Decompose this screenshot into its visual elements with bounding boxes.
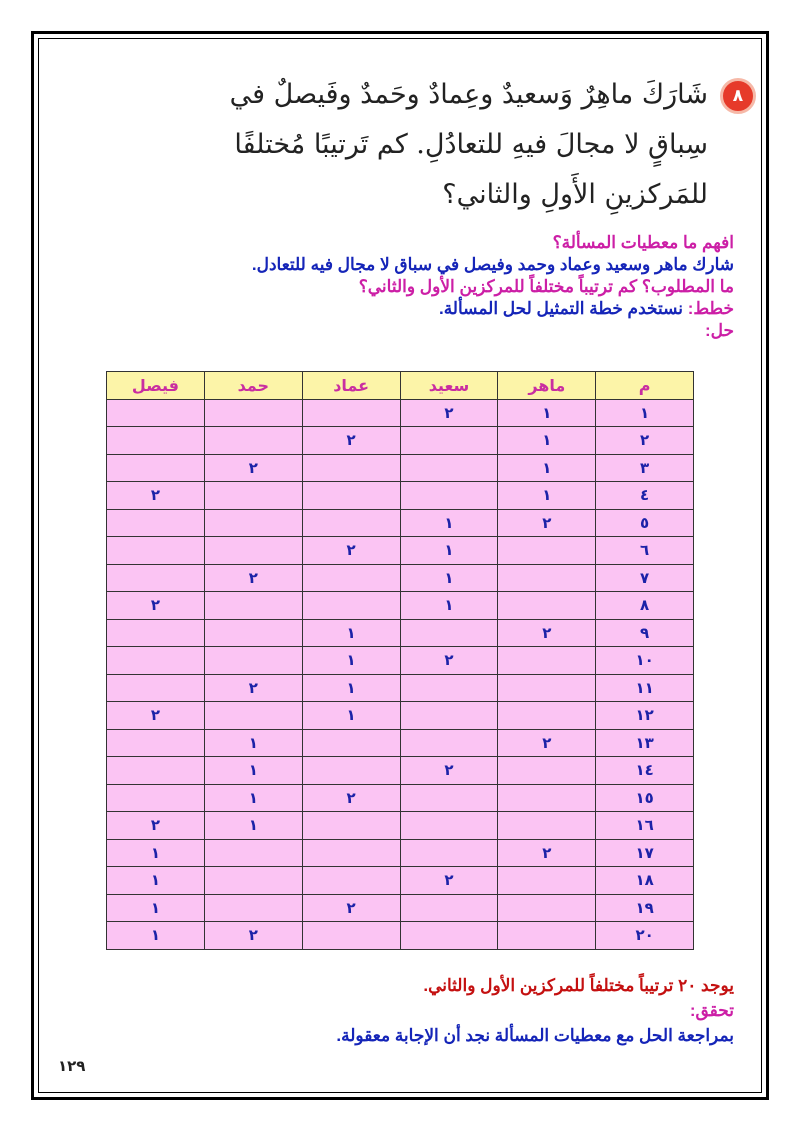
rank-cell: ٢ <box>498 619 596 647</box>
row-index-cell: ١٠ <box>596 647 694 675</box>
table-row <box>107 812 694 840</box>
table-header-cell: سعيد <box>400 372 498 400</box>
row-index-cell: ١٤ <box>596 757 694 785</box>
rank-cell <box>498 674 596 702</box>
arrangements-table <box>106 371 694 950</box>
plan-label: خطط: <box>687 299 734 318</box>
required-text: ما المطلوب؟ كم ترتيباً مختلفاً للمركزين الأول والثاني؟ <box>358 277 734 296</box>
rank-cell <box>498 894 596 922</box>
rank-cell <box>400 674 498 702</box>
table-header-cell: عماد <box>302 372 400 400</box>
rank-cell <box>498 702 596 730</box>
rank-cell <box>204 509 302 537</box>
rank-cell <box>107 564 205 592</box>
rank-cell <box>498 592 596 620</box>
rank-cell <box>400 427 498 455</box>
rank-cell: ١ <box>302 647 400 675</box>
rank-cell <box>302 399 400 427</box>
row-index-cell: ٧ <box>596 564 694 592</box>
rank-cell: ١ <box>204 784 302 812</box>
conclusion <box>94 973 734 1048</box>
row-index-cell: ٩ <box>596 619 694 647</box>
rank-cell: ٢ <box>302 784 400 812</box>
row-index-cell: ٢٠ <box>596 922 694 950</box>
rank-cell: ٢ <box>400 867 498 895</box>
plan-text: نستخدم خطة التمثيل لحل المسألة. <box>438 299 683 318</box>
rank-cell <box>400 482 498 510</box>
rank-cell <box>107 757 205 785</box>
result-text: يوجد ٢٠ ترتيباً مختلفاً للمركزين الأول والثاني. <box>423 976 734 995</box>
rank-cell <box>302 509 400 537</box>
table-header-cell: م <box>596 372 694 400</box>
row-index-cell: ٨ <box>596 592 694 620</box>
table-row <box>107 784 694 812</box>
rank-cell <box>498 757 596 785</box>
rank-cell <box>204 427 302 455</box>
rank-cell <box>498 647 596 675</box>
rank-cell <box>107 537 205 565</box>
rank-cell <box>302 922 400 950</box>
rank-cell <box>204 894 302 922</box>
rank-cell <box>400 894 498 922</box>
row-index-cell: ١٩ <box>596 894 694 922</box>
rank-cell: ٢ <box>204 454 302 482</box>
rank-cell <box>498 564 596 592</box>
rank-cell <box>302 839 400 867</box>
plan-line <box>94 298 734 320</box>
table-row <box>107 482 694 510</box>
table-row <box>107 564 694 592</box>
rank-cell <box>498 537 596 565</box>
table-header-cell: ماهر <box>498 372 596 400</box>
rank-cell: ٢ <box>498 839 596 867</box>
table-row <box>107 427 694 455</box>
rank-cell <box>302 729 400 757</box>
rank-cell: ٢ <box>400 399 498 427</box>
table-header-cell: فيصل <box>107 372 205 400</box>
row-index-cell: ٤ <box>596 482 694 510</box>
table-row <box>107 537 694 565</box>
rank-cell: ٢ <box>204 564 302 592</box>
rank-cell: ١ <box>498 454 596 482</box>
rank-cell <box>302 812 400 840</box>
table-row <box>107 702 694 730</box>
solution-steps <box>94 232 734 342</box>
rank-cell <box>400 812 498 840</box>
rank-cell <box>400 454 498 482</box>
rank-cell: ١ <box>107 894 205 922</box>
rank-cell: ٢ <box>204 922 302 950</box>
rank-cell <box>302 564 400 592</box>
rank-cell <box>204 647 302 675</box>
rank-cell: ١ <box>302 674 400 702</box>
rank-cell <box>204 537 302 565</box>
rank-cell: ٢ <box>498 729 596 757</box>
rank-cell <box>107 509 205 537</box>
rank-cell <box>204 399 302 427</box>
rank-cell: ٢ <box>107 812 205 840</box>
row-index-cell: ١٦ <box>596 812 694 840</box>
rank-cell: ١ <box>400 592 498 620</box>
rank-cell <box>107 427 205 455</box>
table-row <box>107 454 694 482</box>
rank-cell: ٢ <box>107 702 205 730</box>
check-text: بمراجعة الحل مع معطيات المسألة نجد أن الإجابة معقولة. <box>336 1026 734 1045</box>
table-header-cell: حمد <box>204 372 302 400</box>
rank-cell <box>204 839 302 867</box>
table-row <box>107 894 694 922</box>
rank-cell <box>107 729 205 757</box>
rank-cell: ٢ <box>498 509 596 537</box>
table-body <box>107 399 694 949</box>
rank-cell <box>400 729 498 757</box>
row-index-cell: ٦ <box>596 537 694 565</box>
rank-cell: ١ <box>400 564 498 592</box>
rank-cell: ٢ <box>302 427 400 455</box>
rank-cell <box>400 839 498 867</box>
rank-cell <box>302 482 400 510</box>
rank-cell <box>204 619 302 647</box>
row-index-cell: ٥ <box>596 509 694 537</box>
row-index-cell: ٣ <box>596 454 694 482</box>
rank-cell <box>107 784 205 812</box>
check-label: تحقق: <box>689 1001 734 1020</box>
row-index-cell: ١٣ <box>596 729 694 757</box>
rank-cell: ٢ <box>400 757 498 785</box>
rank-cell: ١ <box>400 509 498 537</box>
rank-cell: ٢ <box>107 482 205 510</box>
rank-cell: ١ <box>498 399 596 427</box>
rank-cell: ١ <box>498 482 596 510</box>
table-row <box>107 729 694 757</box>
rank-cell <box>498 867 596 895</box>
rank-cell: ٢ <box>302 894 400 922</box>
problem-line-1: شَارَكَ ماهِرٌ وَسعيدٌ وعِمادٌ وحَمدٌ وفَيصلٌ في <box>229 79 708 110</box>
table-row <box>107 867 694 895</box>
problem-line-3: للمَركزينِ الأَولِ والثاني؟ <box>442 179 708 210</box>
table-row <box>107 922 694 950</box>
rank-cell: ١ <box>498 427 596 455</box>
rank-cell: ١ <box>302 702 400 730</box>
row-index-cell: ١ <box>596 399 694 427</box>
rank-cell <box>498 922 596 950</box>
problem-line-2: سِباقٍ لا مجالَ فيهِ للتعادُلِ. كم تَرتيبًا مُختلفًا <box>234 129 708 160</box>
rank-cell <box>400 619 498 647</box>
solve-label: حل: <box>704 321 734 340</box>
table-row <box>107 674 694 702</box>
rank-cell <box>400 784 498 812</box>
rank-cell: ١ <box>204 757 302 785</box>
table-row <box>107 647 694 675</box>
table-row <box>107 399 694 427</box>
rank-cell: ١ <box>400 537 498 565</box>
row-index-cell: ١٨ <box>596 867 694 895</box>
rank-cell <box>107 619 205 647</box>
row-index-cell: ١٢ <box>596 702 694 730</box>
table-row <box>107 509 694 537</box>
rank-cell: ٢ <box>204 674 302 702</box>
problem-number-badge: ٨ <box>720 78 756 114</box>
rank-cell <box>400 702 498 730</box>
rank-cell <box>204 702 302 730</box>
given-text: شارك ماهر وسعيد وعماد وحمد وفيصل في سباق لا مجال فيه للتعادل. <box>251 255 734 274</box>
rank-cell <box>302 757 400 785</box>
row-index-cell: ٢ <box>596 427 694 455</box>
table-row <box>107 592 694 620</box>
table-row <box>107 757 694 785</box>
problem-statement <box>229 70 708 220</box>
rank-cell: ٢ <box>302 537 400 565</box>
table-header-row <box>107 372 694 400</box>
rank-cell <box>107 399 205 427</box>
rank-cell <box>400 922 498 950</box>
table-row <box>107 839 694 867</box>
rank-cell: ٢ <box>400 647 498 675</box>
table-row <box>107 619 694 647</box>
rank-cell <box>302 454 400 482</box>
row-index-cell: ١١ <box>596 674 694 702</box>
page-number: ١٢٩ <box>58 1057 86 1075</box>
rank-cell <box>107 674 205 702</box>
rank-cell <box>204 867 302 895</box>
rank-cell <box>302 592 400 620</box>
rank-cell <box>498 812 596 840</box>
rank-cell: ١ <box>107 839 205 867</box>
rank-cell <box>302 867 400 895</box>
rank-cell <box>204 482 302 510</box>
rank-cell: ١ <box>204 812 302 840</box>
rank-cell: ١ <box>107 922 205 950</box>
rank-cell <box>107 454 205 482</box>
rank-cell <box>498 784 596 812</box>
rank-cell: ٢ <box>107 592 205 620</box>
rank-cell <box>204 592 302 620</box>
row-index-cell: ١٧ <box>596 839 694 867</box>
row-index-cell: ١٥ <box>596 784 694 812</box>
rank-cell: ١ <box>302 619 400 647</box>
rank-cell: ١ <box>107 867 205 895</box>
understand-heading: افهم ما معطيات المسألة؟ <box>552 233 734 252</box>
rank-cell <box>107 647 205 675</box>
rank-cell: ١ <box>204 729 302 757</box>
